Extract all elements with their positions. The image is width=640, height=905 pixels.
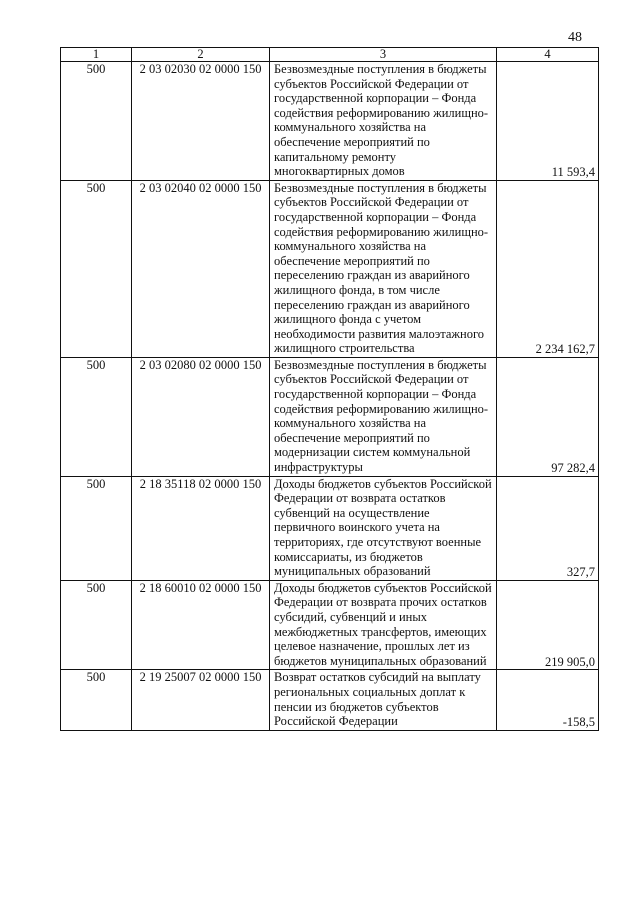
admin-code: 500	[61, 580, 132, 670]
budget-code: 2 18 60010 02 0000 150	[132, 580, 270, 670]
table-row	[61, 62, 599, 181]
amount: 219 905,0	[497, 580, 599, 670]
amount: -158,5	[497, 670, 599, 730]
admin-code: 500	[61, 180, 132, 357]
table-row	[61, 580, 599, 670]
admin-code: 500	[61, 62, 132, 181]
revenue-description: Безвозмездные поступления в бюджеты субъектов Российской Федерации от государственной корпорации – Фонда содействия реформированию жилищно-коммунального хозяйства на обеспечение мероприятий по модернизации систем коммунальной инфраструктуры	[270, 357, 497, 476]
col-header-2: 2	[132, 48, 270, 62]
amount: 327,7	[497, 476, 599, 580]
budget-code: 2 03 02080 02 0000 150	[132, 357, 270, 476]
admin-code: 500	[61, 357, 132, 476]
admin-code: 500	[61, 476, 132, 580]
budget-code: 2 03 02040 02 0000 150	[132, 180, 270, 357]
col-header-1: 1	[61, 48, 132, 62]
revenue-description: Возврат остатков субсидий на выплату региональных социальных доплат к пенсии из бюджетов субъектов Российской Федерации	[270, 670, 497, 730]
amount: 11 593,4	[497, 62, 599, 181]
revenue-description: Безвозмездные поступления в бюджеты субъектов Российской Федерации от государственной корпорации – Фонда содействия реформированию жилищно-коммунального хозяйства на обеспечение мероприятий по капитальному ремонту многоквартирных домов	[270, 62, 497, 181]
col-header-3: 3	[270, 48, 497, 62]
revenue-description: Доходы бюджетов субъектов Российской Федерации от возврата прочих остатков субсидий, субвенций и иных межбюджетных трансфертов, имеющих целевое назначение, прошлых лет из бюджетов муниципальных образований	[270, 580, 497, 670]
amount: 2 234 162,7	[497, 180, 599, 357]
revenue-description: Доходы бюджетов субъектов Российской Федерации от возврата остатков субвенций на осуществление первичного воинского учета на территориях, где отсутствуют военные комиссариаты, из бюджетов муниципальных образований	[270, 476, 497, 580]
budget-code: 2 18 35118 02 0000 150	[132, 476, 270, 580]
page-number: 48	[568, 30, 582, 45]
header-row	[61, 48, 599, 62]
table-row	[61, 180, 599, 357]
table-row	[61, 357, 599, 476]
budget-code: 2 03 02030 02 0000 150	[132, 62, 270, 181]
revenue-table	[60, 47, 599, 731]
admin-code: 500	[61, 670, 132, 730]
amount: 97 282,4	[497, 357, 599, 476]
table-row	[61, 476, 599, 580]
table-row	[61, 670, 599, 730]
col-header-4: 4	[497, 48, 599, 62]
budget-code: 2 19 25007 02 0000 150	[132, 670, 270, 730]
revenue-description: Безвозмездные поступления в бюджеты субъектов Российской Федерации от государственной корпорации – Фонда содействия реформированию жилищно-коммунального хозяйства на обеспечение мероприятий по переселению граждан из аварийного жилищного фонда, в том числе переселению граждан из аварийного жилищного фонда с учетом необходимости развития малоэтажного жилищного строительства	[270, 180, 497, 357]
